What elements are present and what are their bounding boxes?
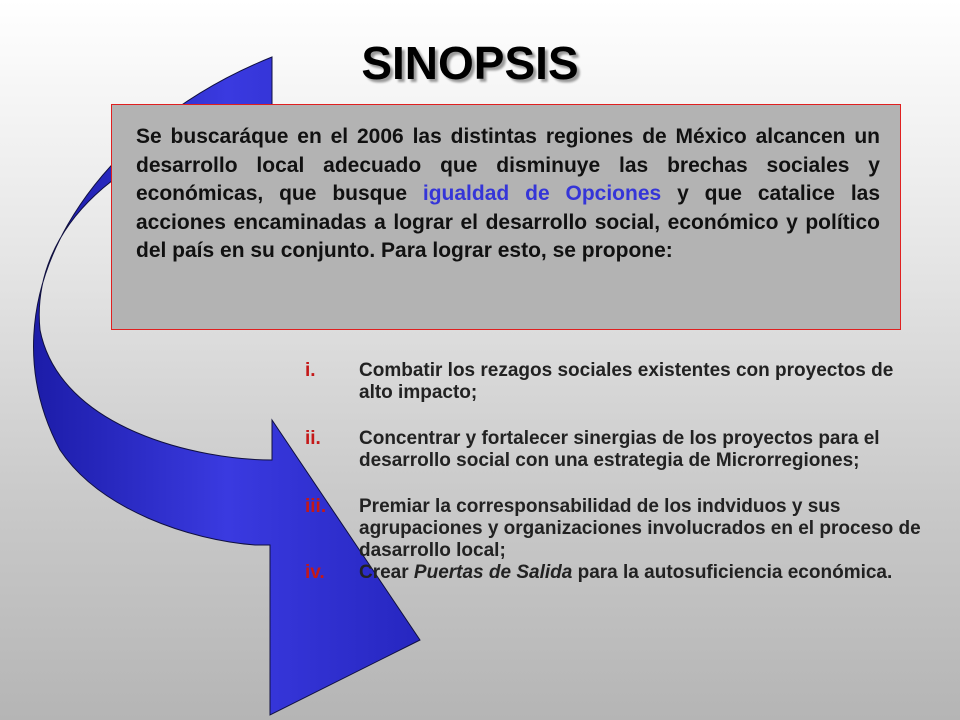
summary-highlight: igualdad de Opciones [422, 182, 662, 205]
summary-box [111, 104, 901, 330]
list-item-number: ii. [305, 428, 321, 449]
summary-part-1: Se buscaráque en el 2006 las distintas regiones de México alcancen un desarrollo local adecuado que disminuye las brechas sociales y económicas, que busque [136, 125, 880, 205]
list-item-number: i. [305, 360, 316, 381]
list-item [305, 496, 925, 562]
summary-text [136, 123, 880, 266]
list-item-text: Combatir los rezagos sociales existentes con proyectos de alto impacto; [359, 360, 894, 403]
list-item [305, 428, 925, 472]
list-item-number: iv. [305, 562, 325, 583]
list-item [305, 360, 925, 404]
list-item-text: Concentrar y fortalecer sinergias de los proyectos para el desarrollo social con una estrategia de Microrregiones; [359, 428, 880, 471]
page-title: SINOPSIS [361, 37, 579, 89]
list-item-number: iii. [305, 496, 327, 517]
summary-part-2: y que catalice las acciones encaminadas a lograr el desarrollo social, económico y político del país en su conjunto. Para lograr esto, se propone: [136, 182, 881, 262]
list-item-text: Premiar la corresponsabilidad de los indviduos y sus agrupaciones y organizaciones involucrados en el proceso de dasarrollo local; [359, 496, 921, 561]
list-item-text [359, 562, 892, 583]
list-item-text-italic: Puertas de Salida [413, 562, 573, 583]
list-item-text-end: para la autosuficiencia económica. [572, 562, 893, 583]
list-item-text-start: Crear [359, 562, 414, 583]
list-item [305, 562, 925, 584]
proposal-list [305, 360, 925, 584]
